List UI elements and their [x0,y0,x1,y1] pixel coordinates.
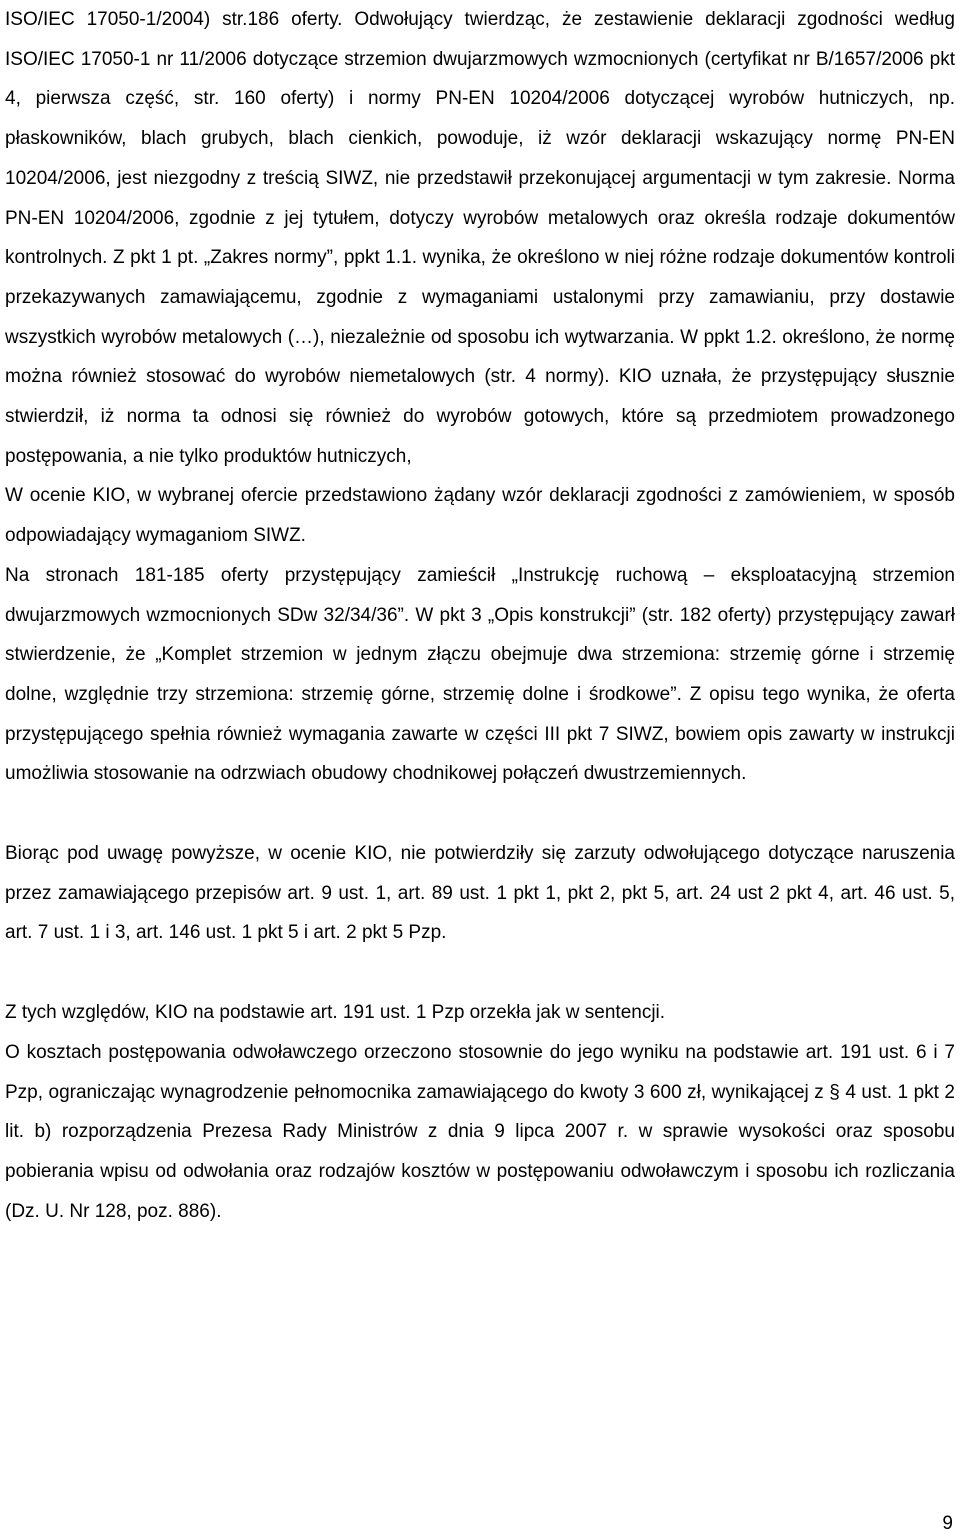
paragraph-declaration-analysis: ISO/IEC 17050-1/2004) str.186 oferty. Odwołujący twierdząc, że zestawienie deklaracji zgodności według ISO/IEC 17050-1 nr 11/2006 dotyczące strzemion dwujarzmowych wzmocnionych (certyfikat nr B/1657/2006 pkt 4, pierwsza część, str. 160 oferty) i normy PN-EN 10204/2006 dotyczącej wyrobów hutniczych, np. płaskowników, blach grubych, blach cienkich, powoduje, iż wzór deklaracji wskazujący normę PN-EN 10204/2006, jest niezgodny z treścią SIWZ, nie przedstawił przekonującej argumentacji w tym zakresie. Norma PN-EN 10204/2006, zgodnie z jej tytułem, dotyczy wyrobów metalowych oraz określa rodzaje dokumentów kontrolnych. Z pkt 1 pt. „Zakres normy”, ppkt 1.1. wynika, że określono w niej różne rodzaje dokumentów kontroli przekazywanych zamawiającemu, zgodnie z wymaganiami ustalonymi przy zamawianiu, przy dostawie wszystkich wyrobów metalowych (…), niezależnie od sposobu ich wytwarzania. W ppkt 1.2. określono, że normę można również stosować do wyrobów niemetalowych (str. 4 normy). KIO uznała, że przystępujący słusznie stwierdził, iż norma ta odnosi się również do wyrobów gotowych, które są przedmiotem prowadzonego postępowania, a nie tylko produktów hutniczych, [5,9,955,467]
paragraph-ruling: Z tych względów, KIO na podstawie art. 191 ust. 1 Pzp orzekła jak w sentencji. [5,1002,666,1024]
paragraph-spacer [5,953,955,993]
page-number: 9 [942,1513,953,1534]
paragraph-costs: O kosztach postępowania odwoławczego orzeczono stosownie do jego wyniku na podstawie art. 191 ust. 6 i 7 Pzp, ograniczając wynagrodzenie pełnomocnika zamawiającego do kwoty 3 600 zł, wynikającej z § 4 ust. 1 pkt 2 lit. b) rozporządzenia Prezesa Rady Ministrów z dnia 9 lipca 2007 r. w sprawie wysokości oraz sposobu pobierania wpisu od odwołania oraz rodzajów kosztów w postępowaniu odwoławczym i sposobu ich rozliczania (Dz. U. Nr 128, poz. 886). [5,1041,955,1222]
paragraph-instruction-manual: Na stronach 181-185 oferty przystępujący zamieścił „Instrukcję ruchową – eksploatacyjną strzemion dwujarzmowych wzmocnionych SDw 32/34/36”. W pkt 3 „Opis konstrukcji” (str. 182 oferty) przystępujący zawarł stwierdzenie, że „Komplet strzemion w jednym złączu obejmuje dwa strzemiona: strzemię górne i strzemię dolne, względnie trzy strzemiona: strzemię górne, strzemię dolne i środkowe”. Z opisu tego wynika, że oferta przystępującego spełnia również wymagania zawarte w części III pkt 7 SIWZ, bowiem opis zawarty w instrukcji umożliwia stosowanie na odrzwiach obudowy chodnikowej połączeń dwustrzemiennych. [5,564,955,785]
paragraph-spacer [5,794,955,834]
paragraph-conclusion: Biorąc pod uwagę powyższe, w ocenie KIO, nie potwierdziły się zarzuty odwołującego dotyczące naruszenia przez zamawiającego przepisów art. 9 ust. 1, art. 89 ust. 1 pkt 1, pkt 2, pkt 5, art. 24 ust 2 pkt 4, art. 46 ust. 5, art. 7 ust. 1 i 3, art. 146 ust. 1 pkt 5 i art. 2 pkt 5 Pzp. [5,843,955,944]
document-body [5,0,955,1231]
paragraph-kio-assessment: W ocenie KIO, w wybranej ofercie przedstawiono żądany wzór deklaracji zgodności z zamówieniem, w sposób odpowiadający wymaganiom SIWZ. [5,485,955,547]
